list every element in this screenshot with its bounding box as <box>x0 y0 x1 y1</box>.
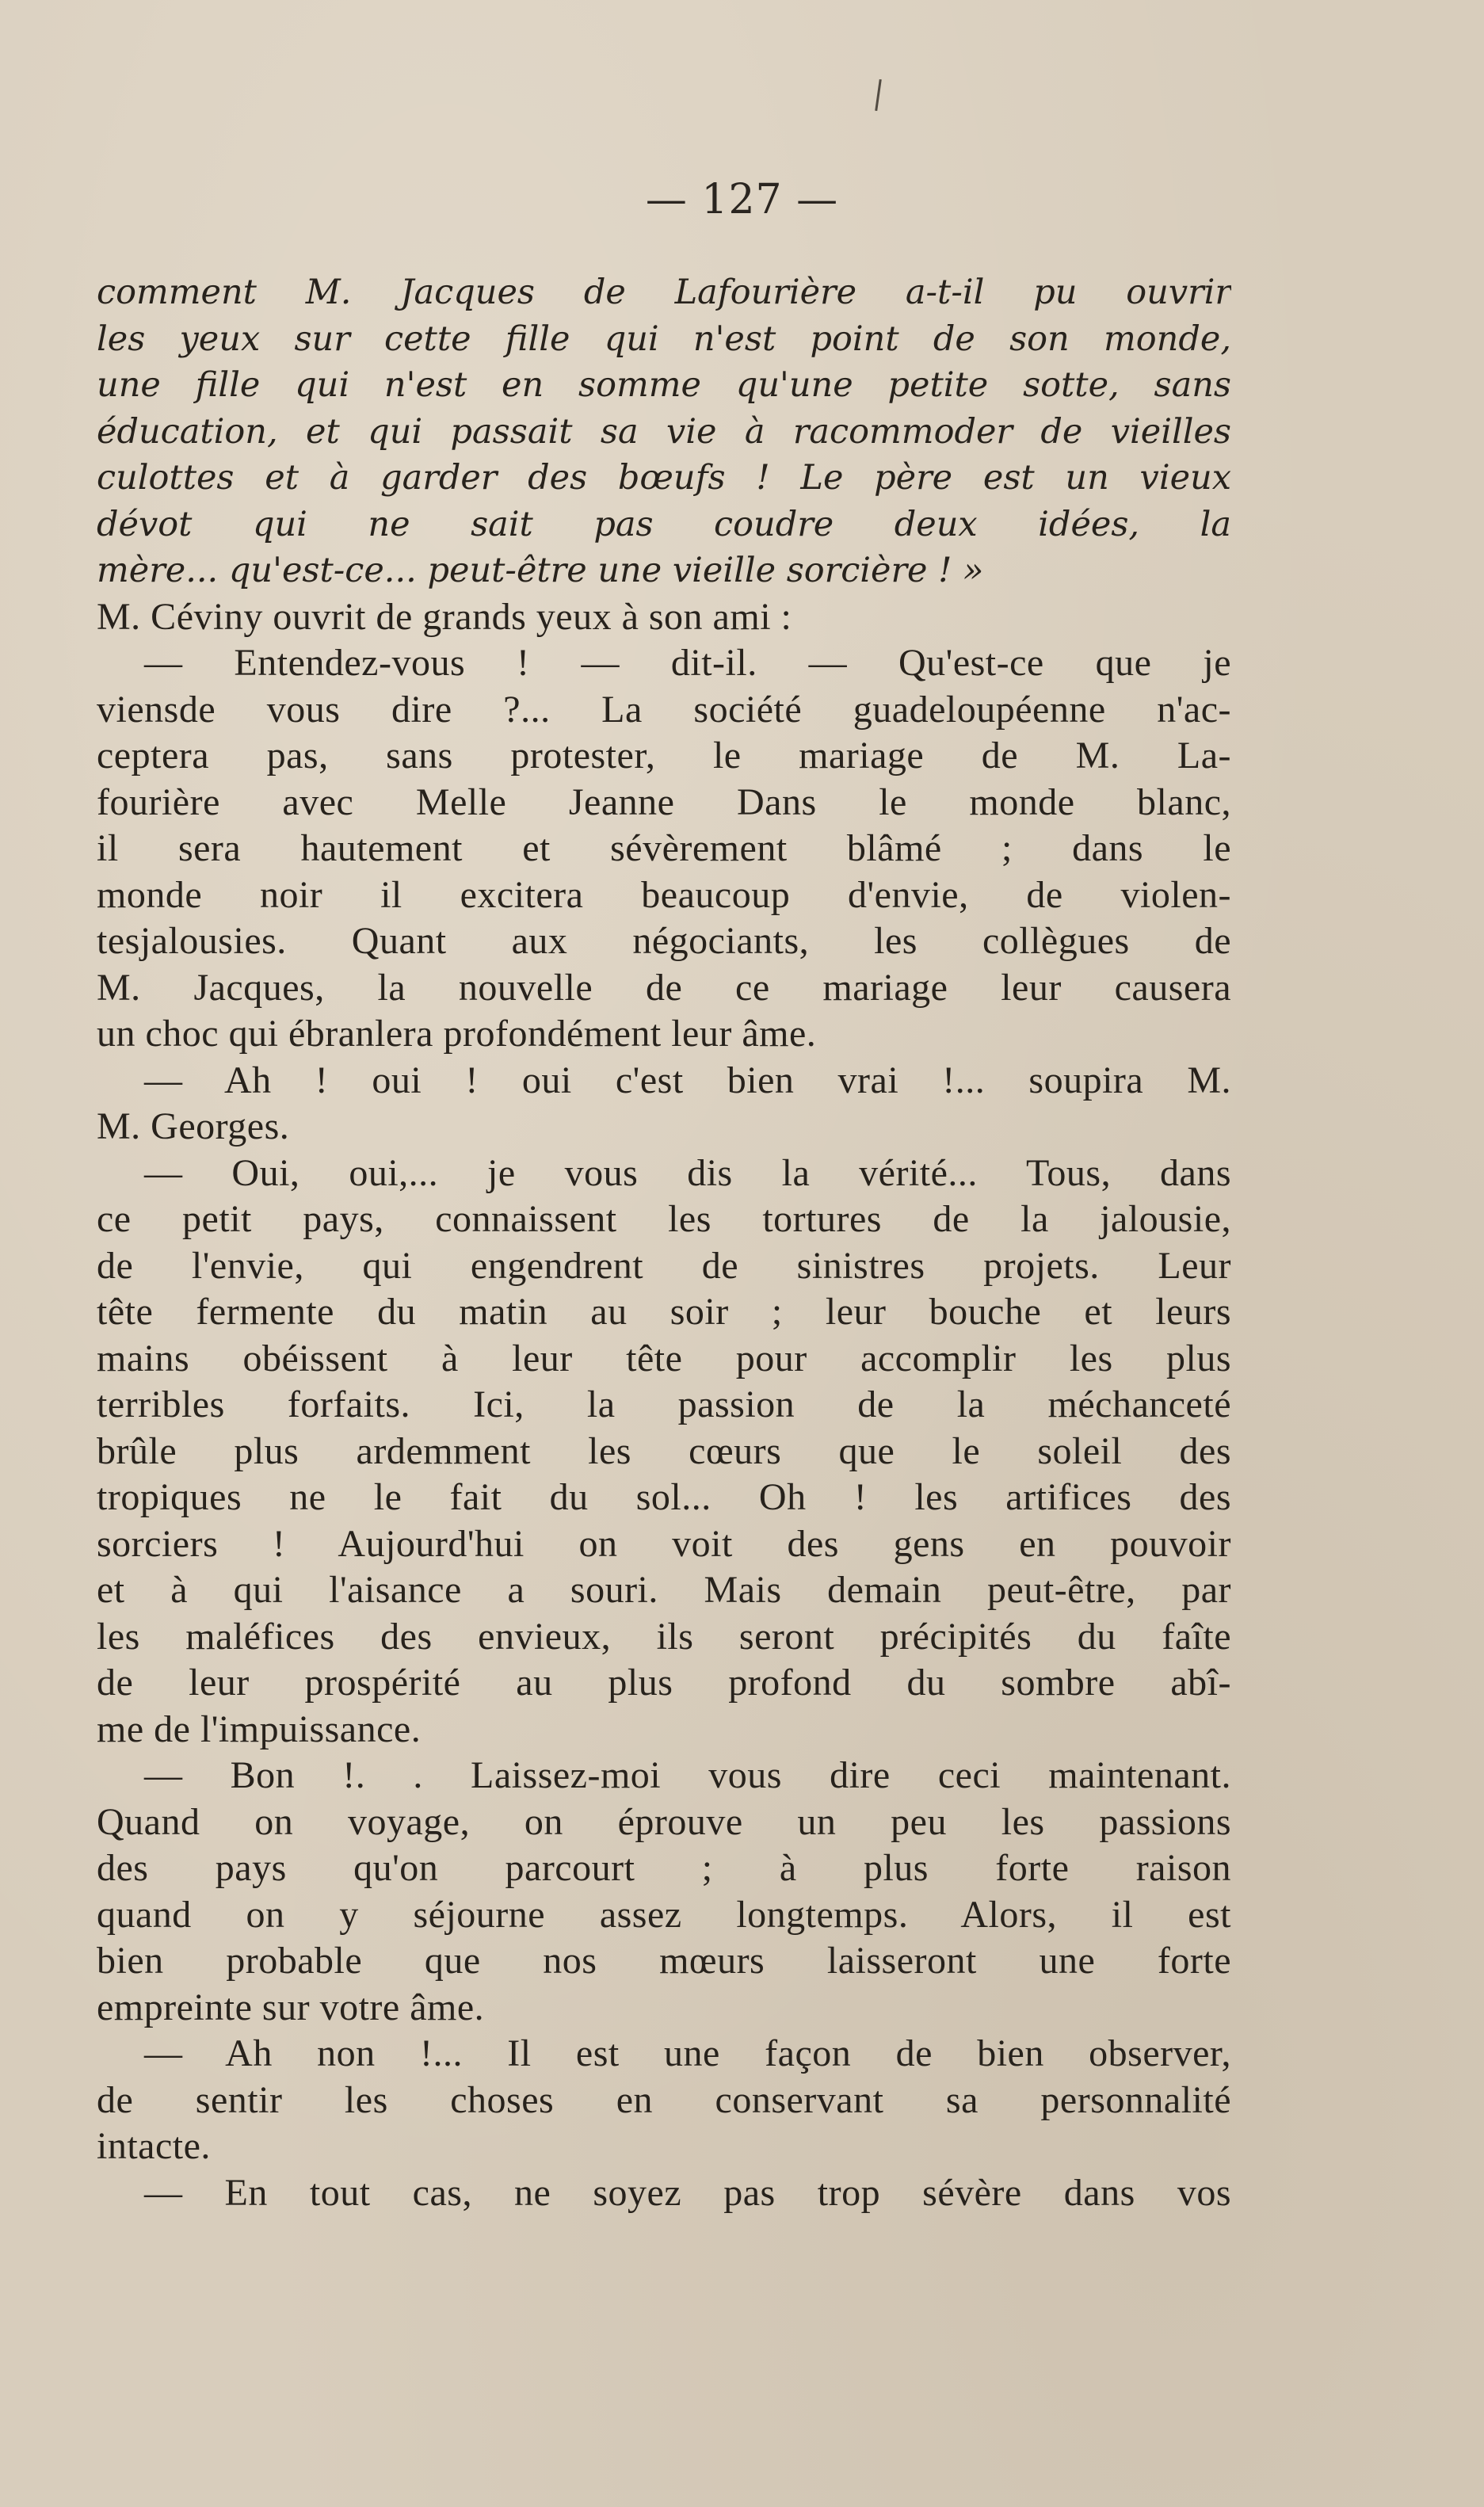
text-line: viensde vous dire ?... La société guadeloupéenne n'ac- <box>97 688 1231 731</box>
body-text <box>97 269 1231 2216</box>
text-line: M. Céviny ouvrit de grands yeux à son ami : <box>97 595 792 638</box>
text-line: quand on y séjourne assez longtemps. Alors, il est <box>97 1893 1231 1936</box>
text-line: mère... qu'est-ce... peut-être une vieille sorcière ! » <box>97 551 984 590</box>
text-line: tropiques ne le fait du sol... Oh ! les artifices des <box>97 1476 1231 1518</box>
text-line: mains obéissent à leur tête pour accomplir les plus <box>97 1337 1231 1379</box>
text-line: intacte. <box>97 2125 211 2167</box>
text-line: — Ah non !... Il est une façon de bien observer, <box>144 2032 1231 2074</box>
text-line: un choc qui ébranlera profondément leur âme. <box>97 1013 817 1055</box>
text-line: il sera hautement et sévèrement blâmé ; dans le <box>97 827 1231 869</box>
text-line: — Bon !. . Laissez-moi vous dire ceci maintenant. <box>144 1754 1231 1796</box>
text-line: — Oui, oui,... je vous dis la vérité... Tous, dans <box>144 1151 1231 1194</box>
text-line: me de l'impuissance. <box>97 1708 422 1750</box>
text-line: tête fermente du matin au soir ; leur bouche et leurs <box>97 1291 1231 1333</box>
text-line: de sentir les choses en conservant sa personnalité <box>97 2078 1231 2121</box>
text-line: brûle plus ardemment les cœurs que le soleil des <box>97 1429 1231 1472</box>
text-line: des pays qu'on parcourt ; à plus forte raison <box>97 1847 1231 1889</box>
text-line: ce petit pays, connaissent les tortures de la jalousie, <box>97 1198 1231 1240</box>
text-line: — En tout cas, ne soyez pas trop sévère dans vos <box>144 2171 1231 2214</box>
text-line: une fille qui n'est en somme qu'une petite sotte, sans <box>97 365 1231 405</box>
text-line: les yeux sur cette fille qui n'est point de son monde, <box>97 319 1231 359</box>
text-line: M. Jacques, la nouvelle de ce mariage leur causera <box>97 966 1231 1009</box>
text-line: — Ah ! oui ! oui c'est bien vrai !... soupira M. <box>144 1059 1231 1101</box>
text-line: sorciers ! Aujourd'hui on voit des gens en pouvoir <box>97 1522 1231 1565</box>
pencil-mark <box>875 79 882 111</box>
text-line: M. Georges. <box>97 1105 290 1147</box>
text-line: Quand on voyage, on éprouve un peu les passions <box>97 1800 1231 1843</box>
text-line: comment M. Jacques de Lafourière a-t-il pu ouvrir <box>97 273 1231 312</box>
text-line: éducation, et qui passait sa vie à racommoder de vieilles <box>97 411 1231 452</box>
text-line: tesjalousies. Quant aux négociants, les collègues de <box>97 920 1231 962</box>
text-line: dévot qui ne sait pas coudre deux idées, la <box>97 504 1231 544</box>
text-line: ceptera pas, sans protester, le mariage de M. La- <box>97 735 1231 777</box>
text-line: culottes et à garder des bœufs ! Le père est un vieux <box>97 458 1231 498</box>
text-line: et à qui l'aisance a souri. Mais demain peut-être, par <box>97 1569 1231 1611</box>
text-line: terribles forfaits. Ici, la passion de la méchanceté <box>97 1383 1231 1425</box>
text-line: de leur prospérité au plus profond du sombre abî- <box>97 1662 1231 1704</box>
text-line: — Entendez-vous ! — dit-il. — Qu'est-ce que je <box>144 642 1231 684</box>
text-line: monde noir il excitera beaucoup d'envie, de violen- <box>97 873 1231 916</box>
text-line: empreinte sur votre âme. <box>97 1986 485 2028</box>
text-line: les maléfices des envieux, ils seront précipités du faîte <box>97 1615 1231 1658</box>
text-line: fourière avec Melle Jeanne Dans le monde blanc, <box>97 780 1231 823</box>
text-line: de l'envie, qui engendrent de sinistres projets. Leur <box>97 1244 1231 1287</box>
page-number: — 127 — <box>645 176 839 223</box>
text-line: bien probable que nos mœurs laisseront une forte <box>97 1940 1231 1982</box>
